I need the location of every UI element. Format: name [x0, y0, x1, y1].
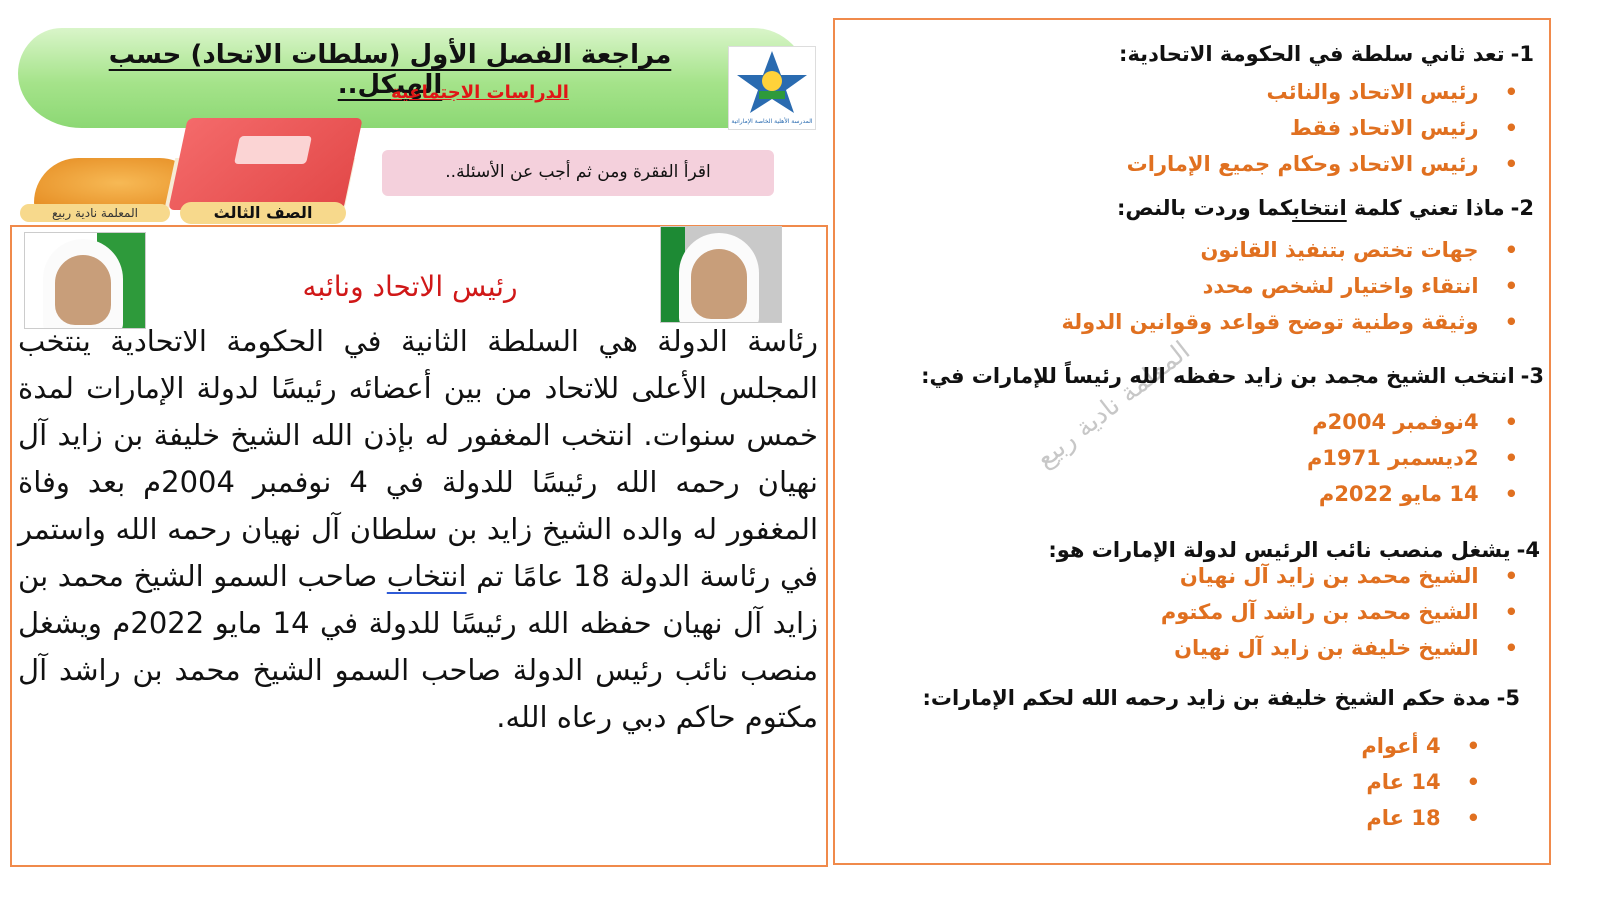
option-2-3[interactable]: • وثيقة وطنية توضح قواعد وقوانين الدولة: [1061, 310, 1518, 334]
option-4-2[interactable]: • الشيخ محمد بن راشد آل مكتوم: [1161, 600, 1518, 624]
option-1-2[interactable]: • رئيس الاتحاد فقط: [1290, 116, 1518, 140]
option-3-1[interactable]: • 4نوفمبر 2004م: [1312, 410, 1518, 434]
watermark: المعلمة نادية ربيع: [1030, 335, 1196, 475]
grade-label: الصف الثالث: [180, 202, 346, 224]
option-1-1[interactable]: • رئيس الاتحاد والنائب: [1266, 80, 1518, 104]
question-2: 2-ماذا تعني كلمة انتخابكما وردت بالنص:: [1117, 196, 1534, 220]
subject-label: الدراسات الاجتماعية: [391, 82, 569, 103]
option-5-3[interactable]: • 18 عام: [1366, 806, 1480, 830]
passage-underlined-word: انتخاب: [386, 559, 467, 593]
instruction-banner: اقرأ الفقرة ومن ثم أجب عن الأسئلة..: [382, 150, 774, 196]
portrait-photo-right: [660, 226, 782, 323]
passage-title: رئيس الاتحاد ونائبه: [302, 270, 518, 303]
option-4-1[interactable]: • الشيخ محمد بن زايد آل نهيان: [1180, 564, 1518, 588]
option-1-3[interactable]: • رئيس الاتحاد وحكام جميع الإمارات: [1127, 152, 1518, 176]
option-5-1[interactable]: • 4 أعوام: [1361, 734, 1480, 758]
school-logo: المدرسة الأهلية الخاصة الإماراتية: [728, 46, 816, 130]
option-4-3[interactable]: • الشيخ خليفة بن زايد آل نهيان: [1174, 636, 1518, 660]
portrait-photo-left: [24, 232, 146, 329]
question-5: 5-مدة حكم الشيخ خليفة بن زايد رحمه الله لحكم الإمارات:: [922, 686, 1520, 710]
option-3-2[interactable]: • 2ديسمبر 1971م: [1307, 446, 1518, 470]
question-3: 3-انتخب الشيخ مجمد بن زايد حفظه الله رئيساً للإمارات في:: [921, 364, 1544, 388]
option-2-1[interactable]: • جهات تختص بتنفيذ القانون: [1200, 238, 1518, 262]
question-4: 4-يشغل منصب نائب الرئيس لدولة الإمارات هو:: [1048, 538, 1540, 562]
option-2-2[interactable]: • انتقاء واختيار لشخص محدد: [1203, 274, 1518, 298]
teacher-name: المعلمة نادية ربيع: [20, 204, 170, 222]
option-5-2[interactable]: • 14 عام: [1366, 770, 1480, 794]
page-title: مراجعة الفصل الأول (سلطات الاتحاد) حسب الهيكل..: [108, 40, 672, 100]
notebook-illustration: [168, 118, 363, 210]
option-3-3[interactable]: • 14 مايو 2022م: [1319, 482, 1518, 506]
star-logo-icon: [729, 47, 815, 117]
passage-text: رئاسة الدولة هي السلطة الثانية في الحكومة الاتحادية ينتخب المجلس الأعلى للاتحاد من بين أعضائه رئيسًا لدولة الإمارات لمدة خمس سنوات. انتخب المغفور له بإذن الله الشيخ خليفة بن زايد آل نهيان رحمه الله رئيسًا للدولة في 4 نوفمبر 2004م بعد وفاة المغفور له والده الشيخ زايد بن سلطان آل نهيان رحمه الله واستمر في رئاسة الدولة 18 عامًا تم انتخاب صاحب السمو الشيخ محمد بن زايد آل نهيان حفظه الله رئيسًا للدولة في 14 مايو 2022م ويشغل منصب نائب رئيس الدولة صاحب السمو الشيخ محمد بن راشد آل مكتوم حاكم دبي رعاه الله.: [18, 324, 819, 734]
question-1: 1-تعد ثاني سلطة في الحكومة الاتحادية:: [1119, 42, 1534, 66]
